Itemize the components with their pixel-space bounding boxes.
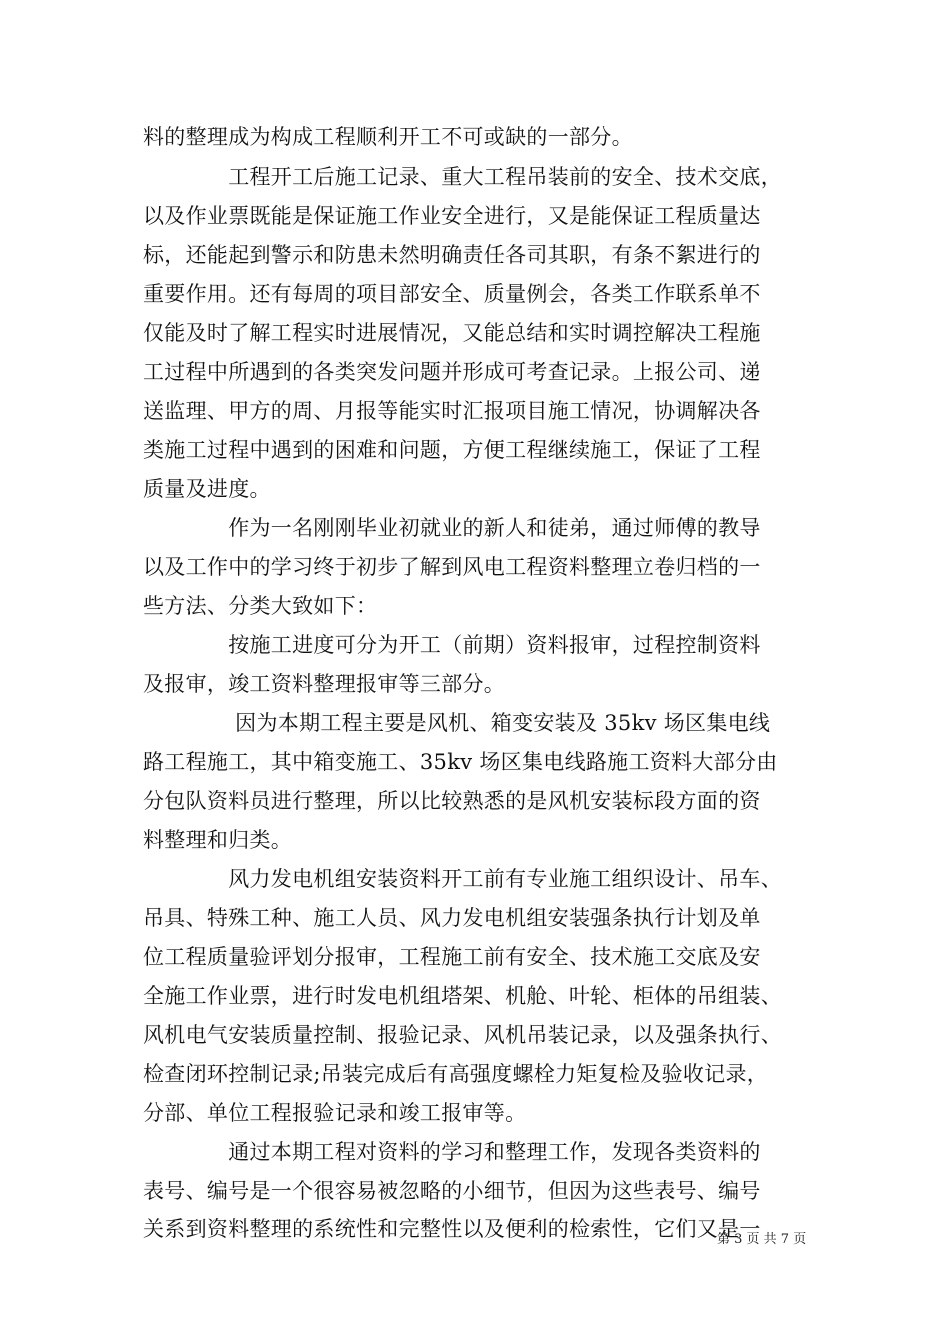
text-line: 标，还能起到警示和防患未然明确责任各司其职，有条不絮进行的 xyxy=(143,243,761,267)
text-line: 全施工作业票，进行时发电机组塔架、机舱、叶轮、柜体的吊组装、 xyxy=(143,984,782,1008)
text-line: 类施工过程中遇到的困难和问题，方便工程继续施工，保证了工程 xyxy=(143,438,761,462)
text-line: 表号、编号是一个很容易被忽略的小细节，但因为这些表号、编号 xyxy=(143,1179,761,1203)
text-line: 位工程质量验评划分报审，工程施工前有安全、技术施工交底及安 xyxy=(143,945,761,969)
text-line: 风机电气安装质量控制、报验记录、风机吊装记录，以及强条执行、 xyxy=(143,1023,782,1047)
text-line: 按施工进度可分为开工（前期）资料报审，过程控制资料 xyxy=(143,633,761,657)
text-line: 以及作业票既能是保证施工作业安全进行，又是能保证工程质量达 xyxy=(143,204,761,228)
text-line: 及报审，竣工资料整理报审等三部分。 xyxy=(143,672,506,696)
text-line: 重要作用。还有每周的项目部安全、质量例会，各类工作联系单不 xyxy=(143,282,761,306)
text-line: 路工程施工，其中箱变施工、35kv 场区集电线路施工资料大部分由 xyxy=(143,750,778,774)
text-line: 工程开工后施工记录、重大工程吊装前的安全、技术交底， xyxy=(143,165,782,189)
text-line: 分包队资料员进行整理，所以比较熟悉的是风机安装标段方面的资 xyxy=(143,789,761,813)
text-line: 料整理和归类。 xyxy=(143,828,293,852)
text-line: 仅能及时了解工程实时进展情况，又能总结和实时调控解决工程施 xyxy=(143,321,761,345)
text-line: 工过程中所遇到的各类突发问题并形成可考查记录。上报公司、递 xyxy=(143,360,761,384)
text-line: 质量及进度。 xyxy=(143,477,271,501)
text-line: 关系到资料整理的系统性和完整性以及便利的检索性，它们又是一 xyxy=(143,1217,761,1241)
text-line: 以及工作中的学习终于初步了解到风电工程资料整理立卷归档的一 xyxy=(143,555,761,579)
page-number-footer: 第 3 页 共 7 页 xyxy=(717,1232,807,1247)
text-line: 分部、单位工程报验记录和竣工报审等。 xyxy=(143,1101,527,1125)
text-line: 送监理、甲方的周、月报等能实时汇报项目施工情况，协调解决各 xyxy=(143,399,761,423)
text-line: 吊具、特殊工种、施工人员、风力发电机组安装强条执行计划及单 xyxy=(143,906,761,930)
text-line: 作为一名刚刚毕业初就业的新人和徒弟，通过师傅的教导 xyxy=(143,516,761,540)
text-line: 通过本期工程对资料的学习和整理工作，发现各类资料的 xyxy=(143,1140,761,1164)
text-line: 因为本期工程主要是风机、箱变安装及 35kv 场区集电线 xyxy=(143,711,771,735)
text-line: 料的整理成为构成工程顺利开工不可或缺的一部分。 xyxy=(143,125,633,149)
text-line: 检查闭环控制记录;吊装完成后有高强度螺栓力矩复检及验收记录， xyxy=(143,1062,769,1086)
text-line: 风力发电机组安装资料开工前有专业施工组织设计、吊车、 xyxy=(143,867,782,891)
text-line: 些方法、分类大致如下： xyxy=(143,594,378,618)
